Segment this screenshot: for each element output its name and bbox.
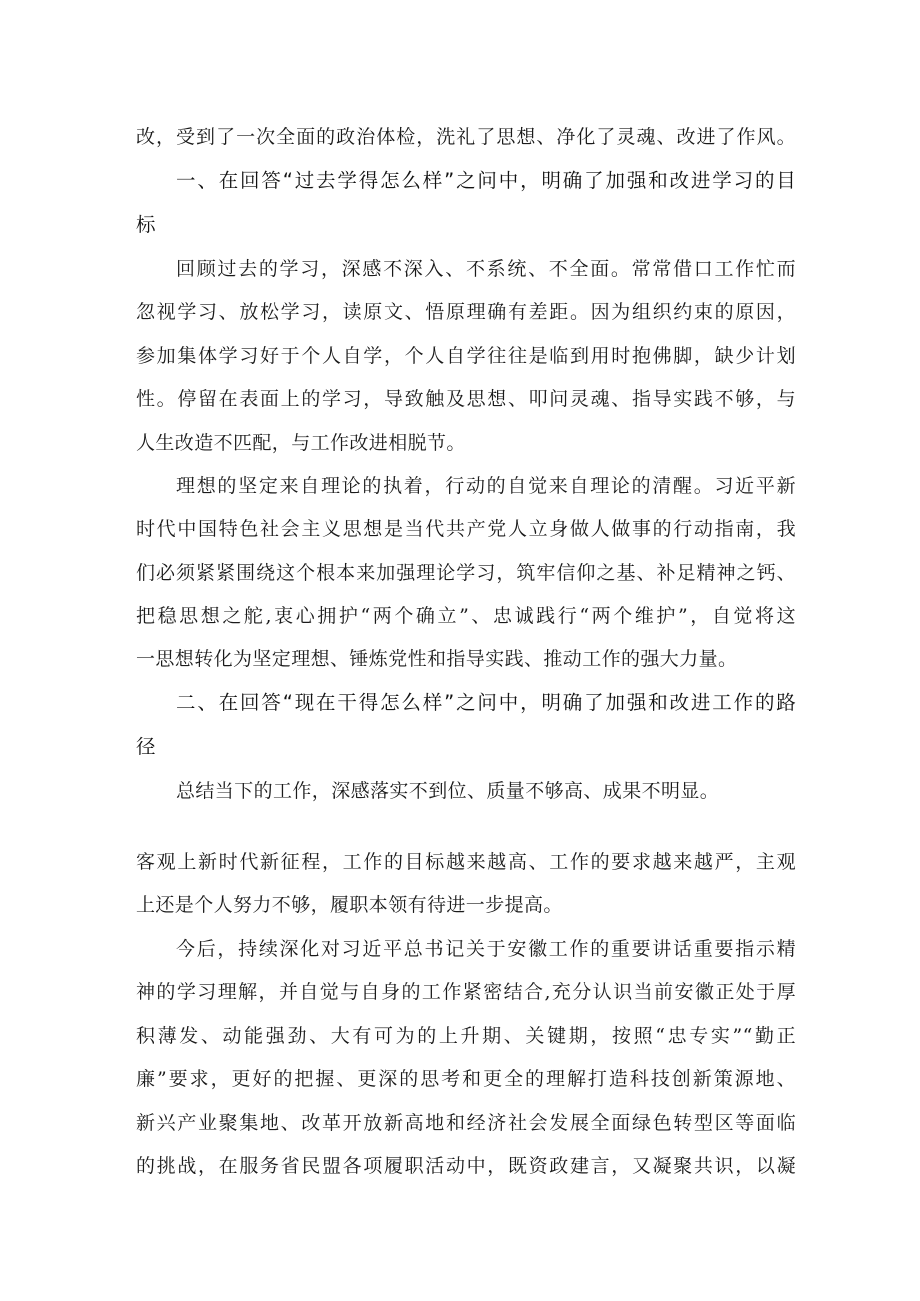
body-line: 把稳思想之舵,衷心拥护“两个确立”、忠诚践行“两个维护”，自觉将这 [136, 605, 796, 627]
body-line: 参加集体学习好于个人自学，个人自学往往是临到用时抱佛脚，缺少计划 [136, 345, 796, 367]
section-heading-line: 二、在回答“现在干得怎么样”之问中，明确了加强和改进工作的路 [176, 691, 796, 714]
body-line: 新兴产业聚集地、改革开放新高地和经济社会发展全面绿色转型区等面临 [136, 1112, 796, 1134]
body-line: 今后，持续深化对习近平总书记关于安徽工作的重要讲话重要指示精 [176, 938, 796, 960]
section-heading-line: 一、在回答“过去学得怎么样”之问中，明确了加强和改进学习的目 [176, 169, 796, 192]
body-line: 人生改造不匹配，与工作改进相脱节。 [136, 432, 466, 454]
body-line: 忽视学习、放松学习，读原文、悟原理确有差距。因为组织约束的原因， [136, 301, 796, 323]
body-line: 的挑战，在服务省民盟各项履职活动中，既资政建言，又凝聚共识，以凝 [136, 1155, 796, 1177]
body-line: 理想的坚定来自理论的执着，行动的自觉来自理论的清醒。习近平新 [176, 475, 796, 497]
body-line: 一思想转化为坚定理想、锤炼党性和指导实践、推动工作的强大力量。 [136, 648, 738, 670]
body-line: 们必须紧紧围绕这个根本来加强理论学习，筑牢信仰之基、补足精神之钙、 [136, 562, 796, 584]
body-line: 上还是个人努力不够，履职本领有待进一步提高。 [136, 894, 563, 916]
body-line: 积薄发、动能强劲、大有可为的上升期、关键期，按照“忠专实”“勤正 [136, 1025, 796, 1047]
body-line: 回顾过去的学习，深感不深入、不系统、不全面。常常借口工作忙而 [176, 258, 796, 280]
body-line: 廉”要求，更好的把握、更深的思考和更全的理解打造科技创新策源地、 [136, 1068, 796, 1090]
body-line: 改，受到了一次全面的政治体检，洗礼了思想、净化了灵魂、改进了作风。 [136, 126, 796, 148]
body-line: 客观上新时代新征程，工作的目标越来越高、工作的要求越来越严，主观 [136, 851, 796, 873]
body-line: 神的学习理解，并自觉与自身的工作紧密结合,充分认识当前安徽正处于厚 [136, 981, 796, 1003]
body-line: 时代中国特色社会主义思想是当代共产党人立身做人做事的行动指南，我 [136, 518, 796, 540]
section-heading-line: 标 [136, 213, 156, 236]
section-heading-line: 径 [136, 735, 156, 758]
body-line: 总结当下的工作，深感落实不到位、质量不够高、成果不明显。 [176, 780, 720, 802]
body-line: 性。停留在表面上的学习，导致触及思想、叩问灵魂、指导实践不够，与 [136, 388, 796, 410]
